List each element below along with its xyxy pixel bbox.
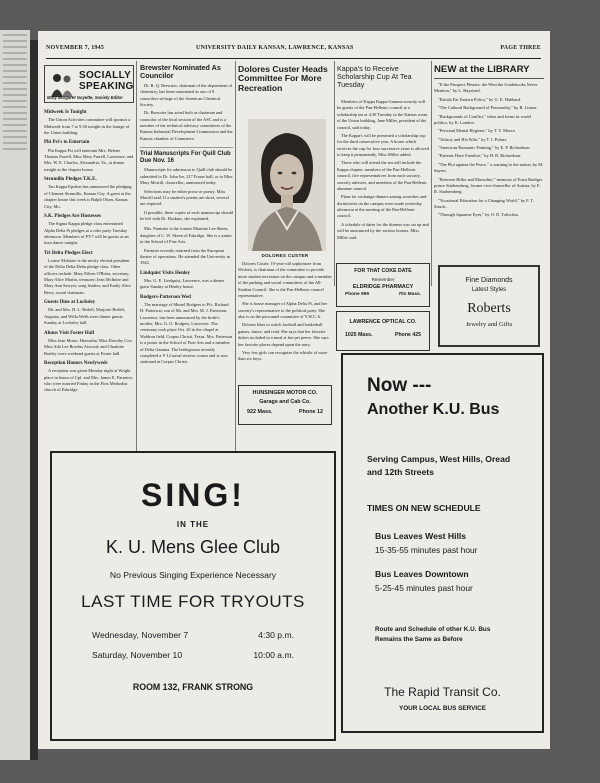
ad-address: 701 Mass. bbox=[398, 292, 421, 297]
article-paragraph: The Kappa's will be presented a scholarship cup for the third consecutive year. A house which receives the cup for four successive years is allowed to keep it permanently, Miss Miller added. bbox=[337, 132, 429, 157]
item-body: Tau Kappa Epsilon has announced the pledging of Clement Strumillo, Kansas City. A guest at the chapter house this week is Ralph Olsen, Kansas City, Mo. bbox=[44, 184, 132, 209]
ad-phone: Phone 999 bbox=[345, 292, 369, 297]
item-head: Phi Psi's to Entertain bbox=[44, 140, 90, 146]
header-date: NOVEMBER 7, 1945 bbox=[46, 45, 105, 51]
item-body: Louise McIntire is the newly elected president of the Delta Delta Delta pledge class. Other officers include: Mary Eileen O'Brien, secretary; Mary Alice Martin, treasurer; Jean McIntire and Mary Ann Sawyer, song leaders; and Emily Alice Berry, social chairman. bbox=[44, 257, 131, 295]
article-paragraph: A schedule of dates for the dinners was set up and will be announced by the various houses, Miss Miller said. bbox=[337, 221, 429, 240]
page-header bbox=[46, 45, 541, 57]
article-paragraph: Plans for exchange dinners among sororities and dormitories on the campus were made yesterday afternoon at the meeting of the Pan-Hellenic council. bbox=[337, 194, 427, 219]
bus-route-label: Bus Leaves Downtown bbox=[375, 568, 469, 579]
now-heading: Now --- bbox=[367, 375, 432, 396]
route-note: Route and Schedule of other K.U. Bus Remains the Same as Before bbox=[375, 625, 491, 644]
kappa-article bbox=[337, 99, 429, 257]
dolores-custer-photo bbox=[248, 119, 326, 251]
column-rule bbox=[235, 61, 236, 459]
item-body: Miss Jean Moser, Hiawatha; Miss Dorothy Cox, Miss Ada Lee Bowlus Atwood; and Charlotte Bartley were weekend guests at Foster hall. bbox=[44, 337, 133, 356]
bus-company-name: The Rapid Transit Co. bbox=[384, 685, 501, 700]
bus-serving-text: Serving Campus, West Hills, Oread and 12th Streets bbox=[367, 454, 511, 477]
bus-company-tagline: YOUR LOCAL BUS SERVICE bbox=[398, 705, 487, 713]
binding-edge bbox=[30, 40, 38, 760]
bus-route-times: 5-25-45 minutes past hour bbox=[375, 582, 473, 593]
book-entry: "The Cultural Background of Personality," by R. Linton. bbox=[438, 105, 538, 111]
glee-club-name: K. U. Mens Glee Club bbox=[105, 537, 281, 557]
sing-heading: SING! bbox=[141, 477, 245, 513]
ad-line: Jewelry and Gifts bbox=[465, 321, 513, 328]
library-headline: NEW at the LIBRARY bbox=[434, 65, 544, 79]
trial-manuscripts-headline: Trial Manuscripts For Quill Club Due Nov. 16 bbox=[140, 147, 233, 164]
brewster-headline: Brewster Nominated As Councilor bbox=[140, 64, 221, 80]
article-paragraph: Parmiter recently returned from the European theater of operations. He attended the University in 1942. bbox=[140, 247, 230, 266]
column-rule bbox=[431, 61, 432, 286]
couple-cartoon-icon bbox=[47, 70, 77, 98]
adjacent-page-strip bbox=[0, 30, 30, 760]
brewster-column bbox=[140, 64, 233, 458]
column-rule bbox=[136, 61, 137, 459]
ad-phone: Phone 12 bbox=[299, 409, 323, 415]
item-body: Mr. and Mrs. H. L. Bedell, Marjorie Bedell, Augusta, and Willa Wells were dinner guests Sunday at Locksley hall. bbox=[44, 307, 125, 326]
book-entry: "British Far Eastern Policy," by G. E. Hubbard. bbox=[438, 96, 522, 102]
society-editor-credit: Mary Margaret Goyette, Society Editor bbox=[47, 95, 123, 100]
another-bus-heading: Another K.U. Bus bbox=[367, 401, 500, 418]
article-paragraph: Selections may be either prose or poetry, Miss Morrill said. If a student's poems are short, several are required. bbox=[140, 188, 229, 207]
ad-line: No Previous Singing Experience Necessary bbox=[109, 570, 277, 580]
header-page-number: PAGE THREE bbox=[500, 45, 541, 51]
article-paragraph: Mrs. Parmiter is the former Maurine Lee Skeen, daughter of C. W. Skeen of Eskridge. She is a junior in the School of Fine Arts. bbox=[140, 226, 232, 245]
article-paragraph: Manuscripts for admission to Quill club should be submitted to Dr. John Ise, 217 Fraser hall, or to Miss Mary Morrill, chancellor, announced today. bbox=[140, 167, 233, 186]
book-entry: "Between Hitler and Mussolini," memoirs of Ernst Rudiger prince Starhemberg, former vice-chancellor of Austria, by E. R. Starhemberg. bbox=[434, 176, 543, 195]
ad-phone: Phone 425 bbox=[395, 332, 421, 338]
book-entry: "If the Prospect Pleases: the West the Guidebooks Never Mention," by L. Haystead. bbox=[434, 82, 538, 94]
lawrence-optical-ad bbox=[336, 311, 430, 351]
library-booklist bbox=[434, 82, 544, 260]
item-head: Rodgers-Patterson Wed bbox=[140, 294, 191, 300]
article-paragraph: If possible, three copies of each manuscript should be left with Dr. Hoskins, she explained. bbox=[140, 209, 233, 222]
ad-address: 922 Mass. bbox=[247, 409, 273, 415]
ad-line: Latest Styles bbox=[471, 287, 507, 293]
tryout-time: 10:00 a.m. bbox=[253, 650, 294, 660]
tryout-time: 4:30 p.m. bbox=[258, 630, 294, 640]
ad-line: Garage and Cab Co. bbox=[259, 399, 311, 405]
ad-name: ELDRIDGE PHARMACY bbox=[352, 284, 414, 290]
item-head: Guests Dine at Locksley bbox=[44, 300, 96, 306]
bus-route-times: 15-35-55 minutes past hour bbox=[375, 544, 478, 555]
article-paragraph: Those who will attend the tea will include the Kappa chapter, members of the Pan-Hellenic council, five representatives from each sorority, sorority advisers, and members of the Pan-Hellenic alumnae council. bbox=[337, 160, 428, 191]
item-head: S.K. Pledges Are Hostesses bbox=[44, 213, 101, 219]
book-entry: "The Plot against the Peace," a warning to the nation, by M. Sayers. bbox=[434, 161, 544, 174]
article-paragraph: Dr. Brewster has acted both as chairman and councilor of the local section of the ASC and is a member of the technical advisory committees of the Kansas Industrial Development Commission and the Kansas chamber of Commerce. bbox=[140, 110, 233, 141]
roberts-jewelry-ad bbox=[438, 265, 540, 347]
ad-name: HUNSINGER MOTOR CO. bbox=[252, 390, 318, 396]
item-body: The marriage of Muriel Rodgers to Pfc. Richard H. Patterson, son of Mr. and Mrs. M. J. Patterson, Lawrence, has been announced by the bride's mother, Mrs. G. O. Rodgers, Lawrence. The ceremony took place Oct. 20 in the chapel at Waldron field, Corpus Christi, Texas. Mrs. Patterson is a junior in the School of Fine Arts and a member of Delta Gamma. The bridegroom recently completed a V-12 naval reserve course and is now stationed at Corpus Christi. bbox=[140, 301, 233, 365]
book-entry: "Personal Mental Hygiene," by T. V. Moore. bbox=[438, 128, 516, 134]
rapid-transit-bus-ad bbox=[341, 353, 544, 733]
item-head: Midweek Is Tonight bbox=[44, 110, 87, 115]
book-entry: "Tolstoy and His Wife," by T. I. Polner. bbox=[438, 136, 508, 142]
tryout-day: Wednesday, November 7 bbox=[92, 630, 189, 640]
society-column bbox=[44, 106, 134, 458]
book-entry: "Patients Have Families," by H. B. Richardson. bbox=[438, 153, 522, 159]
item-head: Tri Delta Pledges Elect bbox=[44, 250, 93, 256]
item-head: Strumillo Pledges T.K.E. bbox=[44, 177, 97, 183]
socially-title: SOCIALLY bbox=[79, 70, 132, 81]
kappa-headline: Kappa's to Receive Scholarship Cup At Tea Tuesday bbox=[337, 64, 412, 89]
tryouts-heading: LAST TIME FOR TRYOUTS bbox=[81, 592, 305, 611]
socially-speaking-banner bbox=[44, 65, 134, 103]
book-entry: "Backgrounds of Conflict," ideas and forms in world politics, by K. London. bbox=[434, 113, 531, 125]
ad-line: IN THE bbox=[176, 520, 210, 529]
header-rule bbox=[46, 58, 541, 59]
item-head: Lindquist Visits Henley bbox=[140, 270, 191, 276]
photo-caption: DOLORES CUSTER bbox=[261, 253, 309, 258]
article-paragraph: Dolores Custer, 19-year-old sophomore from Wichita, is chairman of the committee to provide more student recreation on the campus and a member of the parking and social committees of the All-Student Council. She is the Pan-Hellenic council representative. bbox=[238, 261, 332, 298]
eldridge-pharmacy-ad bbox=[336, 263, 430, 307]
schedule-heading: TIMES ON NEW SCHEDULE bbox=[367, 502, 481, 513]
glee-club-ad bbox=[50, 451, 336, 741]
item-head: Alums Visit Foster Hall bbox=[44, 330, 95, 336]
book-entry: "Through Japanese Eyes," by O. D. Tolischus. bbox=[438, 212, 520, 218]
column-rule bbox=[334, 61, 335, 286]
article-paragraph: She is house manager of Alpha Delta Pi, and her sorority's representative to the political party. She also is on the personnel committee of Y.W.C.A. bbox=[238, 301, 328, 319]
item-body: Phi Kappa Psi will entertain Mrs. Helene Thomas Farrell, Miss Mary Farrell, Lawrence; and Mrs. W. E. Charles, Alexandria, Va., at dinner tonight at the chapter house. bbox=[44, 147, 134, 172]
article-paragraph: Very few girls can recognize the whistle of more than six boys. bbox=[238, 349, 328, 362]
ad-address: 1025 Mass. bbox=[345, 332, 373, 338]
bus-route-label: Bus Leaves West Hills bbox=[375, 530, 467, 541]
newspaper-page bbox=[38, 31, 550, 749]
custer-article bbox=[238, 261, 332, 383]
ad-line: Remember bbox=[371, 277, 395, 282]
item-head: Reception Honors Newlyweds bbox=[44, 360, 108, 366]
custer-headline: Dolores Custer Heads Committee For More Recreation bbox=[238, 64, 328, 93]
ad-line: Fine Diamonds bbox=[465, 277, 513, 284]
ad-name: LAWRENCE OPTICAL CO. bbox=[349, 319, 417, 325]
article-paragraph: Dolores likes to watch football and basketball games, dance, and read. She says that her favorite dishes included in a meal at her pet peeve. She says her favorite places depend upon the navy. bbox=[238, 322, 329, 347]
speaking-title: SPEAKING bbox=[79, 81, 134, 92]
tryout-room: ROOM 132, FRANK STRONG bbox=[132, 682, 254, 692]
header-paper-name: UNIVERSITY DAILY KANSAN, LAWRENCE, KANSAS bbox=[196, 45, 354, 51]
article-paragraph: Dr. R. Q. Brewster, chairman of the department of chemistry, has been nominated as one of 8 councilors-at-large of the American Chemical Society. bbox=[140, 82, 233, 107]
item-body: A reception was given Monday night at Wright place in honor of Cpl. and Mrs. James E. Parmiter, who were married Friday in the First Methodist church of Eskridge. bbox=[44, 368, 133, 393]
ad-name: Roberts bbox=[467, 301, 511, 316]
tryout-day: Saturday, November 10 bbox=[92, 650, 183, 660]
item-body: Mrs. G. E. Lindquist, Lawrence, was a dinner guest Sunday at Henley house. bbox=[140, 277, 225, 290]
item-body: The Union Activities committee will sponsor a Midweek from 7 to 9:30 tonight in the lounge of the Union building. bbox=[44, 117, 131, 135]
book-entry: "Vocational Education for a Changing World," by F. T. Struck. bbox=[434, 197, 534, 209]
book-entry: "American Romantic Painting," by E. P. Richardson. bbox=[438, 145, 531, 150]
article-paragraph: Members of Kappa Kappa Gamma sorority will be guests of the Pan-Hellenic council at a scholarship tea at 4:30 Tuesday in the Kansas room of the Union building, Jane Miller, president of the council, said today. bbox=[337, 99, 428, 130]
item-body: The Sigma Kappa pledge class entertained Alpha Delta Pi pledges at a coke party Tuesday afternoon. Members of PT-7 will be guests at an hour dance tonight. bbox=[44, 221, 129, 246]
hunsinger-motor-ad bbox=[238, 385, 332, 425]
ad-line: FOR THAT COKE DATE bbox=[354, 268, 412, 274]
